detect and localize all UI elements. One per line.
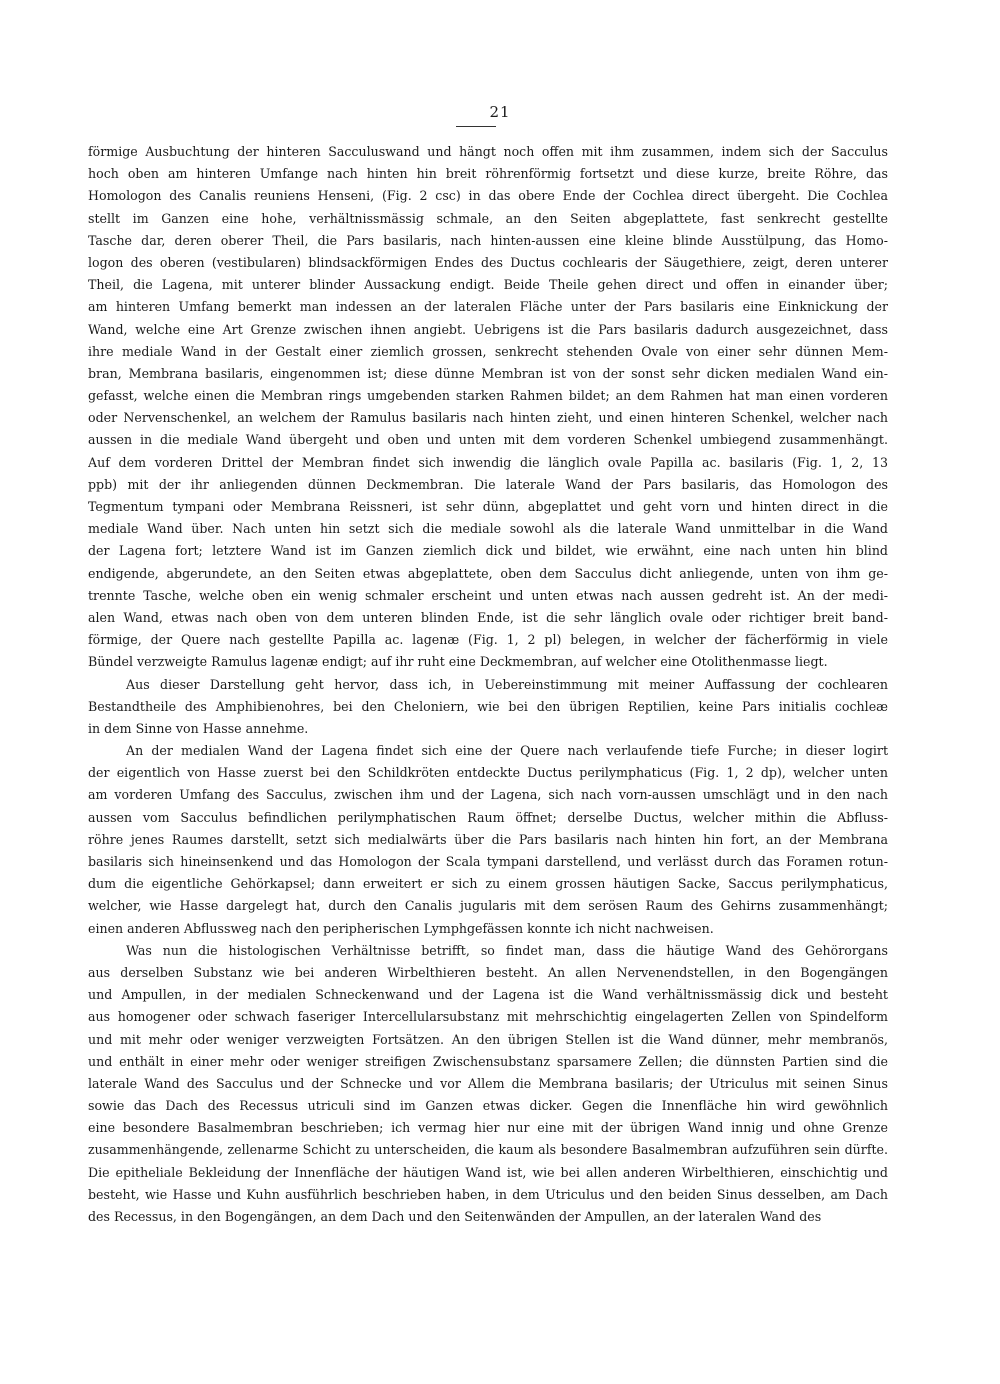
- text-line: förmige Ausbuchtung der hinteren Sacculuswand und hängt noch offen mit ihm zusammen, indem sich der Sacculus: [88, 144, 888, 159]
- text-line: trennte Tasche, welche oben ein wenig schmaler erscheint und unten etwas nach aussen gedreht ist. An der medi-: [88, 587, 888, 603]
- text-line: sowie das Dach des Recessus utriculi sind im Ganzen etwas dicker. Gegen die Innenfläche hin wird gewöhnlich: [88, 1098, 888, 1114]
- text-line: dum die eigentliche Gehörkapsel; dann erweitert er sich zu einem grossen häutigen Sacke, Saccus perilymphaticus,: [88, 876, 888, 892]
- text-line: am hinteren Umfang bemerkt man indessen an der lateralen Fläche unter der Pars basilaris eine Einknickung der: [88, 299, 888, 315]
- text-line: oder Nervenschenkel, an welchem der Ramulus basilaris nach hinten zieht, und einen hinteren Schenkel, welcher nach: [88, 410, 888, 426]
- text-line: aussen in die mediale Wand übergeht und oben und unten mit dem vorderen Schenkel umbiegend zusammenhängt.: [88, 432, 888, 448]
- text-line: der eigentlich von Hasse zuerst bei den Schildkröten entdeckte Ductus perilymphaticus (Fig. 1, 2 dp), welcher unten: [88, 765, 888, 781]
- text-line: ihre mediale Wand in der Gestalt einer ziemlich grossen, senkrecht stehenden Ovale von einer sehr dünnen Mem-: [88, 343, 888, 359]
- text-line: Die epitheliale Bekleidung der Innenfläche der häutigen Wand ist, wie bei allen anderen Wirbelthieren, einschichtig und: [88, 1164, 888, 1180]
- text-line: Auf dem vorderen Drittel der Membran findet sich inwendig die länglich ovale Papilla ac. basilaris (Fig. 1, 2, 13: [88, 454, 888, 470]
- text-line: des Recessus, in den Bogengängen, an dem Dach und den Seitenwänden der Ampullen, an der lateralen Wand des: [88, 1209, 822, 1224]
- text-line: basilaris sich hineinsenkend und das Homologon der Scala tympani darstellend, und verlässt durch das Foramen rotun-: [88, 854, 888, 869]
- text-line: röhre jenes Raumes darstellt, setzt sich medialwärts über die Pars basilaris nach hinten hin fort, an der Membrana: [88, 831, 888, 847]
- text-line: mediale Wand über. Nach unten hin setzt sich die mediale sowohl als die laterale Wand unmittelbar in die Wand: [88, 521, 888, 537]
- text-line: Bündel verzweigte Ramulus lagenæ endigt; auf ihr ruht eine Deckmembran, auf welcher eine Otolithenmasse liegt.: [88, 654, 828, 670]
- text-line: besteht, wie Hasse und Kuhn ausführlich beschrieben haben, in dem Utriculus und den beiden Sinus desselben, am Dach: [88, 1186, 888, 1202]
- text-line: der Lagena fort; letztere Wand ist im Ganzen ziemlich dick und bildet, wie erwähnt, eine nach unten hin blind: [88, 543, 888, 559]
- text-line: hoch oben am hinteren Umfange nach hinten hin breit röhrenförmig fortsetzt und diese kurze, breite Röhre, das: [88, 166, 888, 182]
- paragraph: [88, 674, 888, 741]
- body-text: [88, 141, 888, 1228]
- text-line: endigende, abgerundete, an den Seiten etwas abgeplattete, oben dem Sacculus dicht anliegende, unten von ihm ge-: [88, 565, 888, 581]
- text-line: und enthält in einer mehr oder weniger streifigen Zwischensubstanz sparsamere Zellen; die dünnsten Partien sind die: [88, 1053, 888, 1069]
- text-line: aus derselben Substanz wie bei anderen Wirbelthieren besteht. An allen Nervenendstellen, in den Bogengängen: [88, 964, 888, 980]
- text-line: Bestandtheile des Amphibienohres, bei den Cheloniern, wie bei den übrigen Reptilien, keine Pars initialis cochleæ: [88, 698, 888, 714]
- text-line: aussen vom Sacculus befindlichen perilymphatischen Raum öffnet; derselbe Ductus, welcher mithin die Abfluss-: [88, 809, 888, 825]
- text-line: Aus dieser Darstellung geht hervor, dass ich, in Uebereinstimmung mit meiner Auffassung der cochlearen: [126, 676, 888, 692]
- text-line: einen anderen Abflussweg nach den peripherischen Lymphgefässen konnte ich nicht nachweisen.: [88, 920, 714, 936]
- paragraph: [88, 940, 888, 1228]
- paragraph: [88, 740, 888, 940]
- text-line: eine besondere Basalmembran beschrieben; ich vermag hier nur eine mit der übrigen Wand innig und ohne Grenze: [88, 1120, 888, 1136]
- text-line: Tasche dar, deren oberer Theil, die Pars basilaris, nach hinten-aussen eine kleine blinde Ausstülpung, das Homo-: [88, 232, 888, 248]
- text-line: An der medialen Wand der Lagena findet sich eine der Quere nach verlaufende tiefe Furche; in dieser logirt: [126, 743, 888, 759]
- header-rule: [456, 126, 496, 127]
- text-line: am vorderen Umfang des Sacculus, zwischen ihm und der Lagena, sich nach vorn-aussen umschlägt und in den nach: [88, 787, 888, 803]
- text-line: und Ampullen, in der medialen Schneckenwand und der Lagena ist die Wand verhältnissmässig dick und besteht: [88, 987, 888, 1003]
- text-line: stellt im Ganzen eine hohe, verhältnissmässig schmale, an den Seiten abgeplattete, fast senkrecht gestellte: [88, 210, 888, 226]
- text-line: Was nun die histologischen Verhältnisse betrifft, so findet man, dass die häutige Wand des Gehörorgans: [126, 942, 888, 958]
- text-line: Wand, welche eine Art Grenze zwischen ihnen angiebt. Uebrigens ist die Pars basilaris dadurch ausgezeichnet, dass: [88, 321, 888, 337]
- text-line: aus homogener oder schwach faseriger Intercellularsubstanz mit mehrschichtig eingelagerten Zellen von Spindelform: [88, 1009, 888, 1025]
- text-line: Theil, die Lagena, mit unterer blinder Aussackung endigt. Beide Theile gehen direct und offen in einander über;: [88, 277, 888, 293]
- text-line: zusammenhängende, zellenarme Schicht zu unterscheiden, die kaum als besondere Basalmembran aufzuführen sein dürfte.: [88, 1142, 888, 1158]
- text-line: bran, Membrana basilaris, eingenommen ist; diese dünne Membran ist von der sonst sehr dicken medialen Wand ein-: [88, 365, 888, 381]
- text-line: in dem Sinne von Hasse annehme.: [88, 720, 309, 736]
- text-line: welcher, wie Hasse dargelegt hat, durch den Canalis jugularis mit dem serösen Raum des Gehirns zusammenhängt;: [88, 898, 888, 914]
- text-line: Homologon des Canalis reuniens Henseni, (Fig. 2 csc) in das obere Ende der Cochlea direct übergeht. Die Cochlea: [88, 188, 888, 204]
- paragraph: [88, 141, 888, 674]
- text-line: logon des oberen (vestibularen) blindsackförmigen Endes des Ductus cochlearis der Säugethiere, zeigt, deren unterer: [88, 254, 888, 270]
- text-line: und mit mehr oder weniger verzweigten Fortsätzen. An den übrigen Stellen ist die Wand dünner, mehr membranös,: [88, 1031, 888, 1047]
- text-line: förmige, der Quere nach gestellte Papilla ac. lagenæ (Fig. 1, 2 pl) belegen, in welcher der fächerförmig in viele: [88, 632, 888, 648]
- text-line: gefasst, welche einen die Membran rings umgebenden starken Rahmen bildet; an dem Rahmen hat man einen vorderen: [88, 388, 888, 404]
- text-line: laterale Wand des Sacculus und der Schnecke und vor Allem die Membrana basilaris; der Utriculus mit seinen Sinus: [88, 1075, 888, 1091]
- text-line: Tegmentum tympani oder Membrana Reissneri, ist sehr dünn, abgeplattet und geht vorn und hinten direct in die: [88, 499, 888, 514]
- text-line: ppb) mit der ihr anliegenden dünnen Deckmembran. Die laterale Wand der Pars basilaris, das Homologon des: [88, 476, 888, 492]
- text-line: alen Wand, etwas nach oben von dem unteren blinden Ende, ist die sehr länglich ovale oder richtiger breit band-: [88, 609, 888, 625]
- page-number: 21: [489, 103, 511, 121]
